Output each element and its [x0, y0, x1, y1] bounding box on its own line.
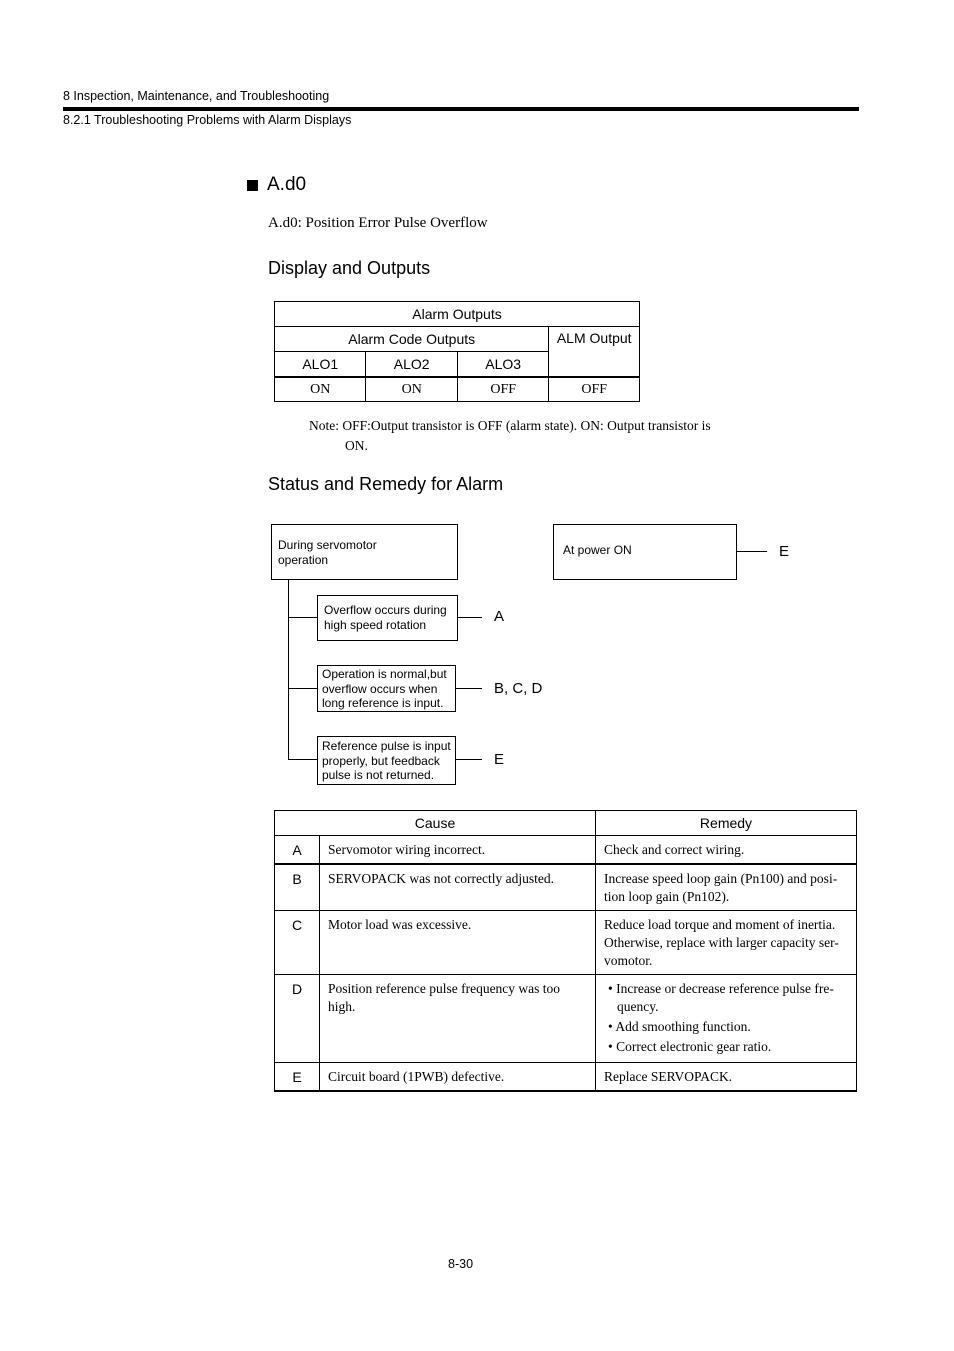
page-number: 8-30	[448, 1257, 474, 1271]
child-3-line-1: Reference pulse is input	[322, 739, 451, 753]
row-code: C	[275, 911, 320, 975]
branch-line	[288, 688, 317, 689]
section-description: A.d0: Position Error Pulse Overflow	[268, 215, 488, 231]
tree-trunk-line	[288, 580, 289, 760]
alo3-header: ALO3	[457, 352, 548, 378]
remedy-bullet-item: • Correct electronic gear ratio.	[608, 1039, 772, 1054]
chapter-header: 8 Inspection, Maintenance, and Troubleshooting	[63, 89, 330, 103]
row-remedy: Replace SERVOPACK.	[596, 1063, 857, 1092]
row-cause: Position reference pulse frequency was too high.	[320, 975, 596, 1063]
alo2-value: ON	[366, 377, 457, 402]
branch-line	[288, 759, 317, 760]
row-code: A	[275, 836, 320, 865]
connector-line	[456, 688, 482, 689]
child-1-line-2: high speed rotation	[324, 617, 427, 632]
root-box-line-2: operation	[278, 552, 329, 567]
label-power-on: E	[779, 543, 790, 560]
section-header: 8.2.1 Troubleshooting Problems with Alarm Displays	[63, 113, 352, 127]
label-child-1: A	[494, 608, 505, 625]
table-row	[275, 836, 857, 865]
row-remedy-list	[596, 975, 857, 1063]
alo1-value: ON	[275, 377, 366, 402]
label-child-2: B, C, D	[494, 680, 543, 697]
root-box-line-1: During servomotor	[278, 538, 377, 552]
root-box-power-on	[553, 524, 737, 580]
table-row	[275, 911, 857, 975]
alm-output-value: OFF	[549, 377, 640, 402]
row-cause: Circuit board (1PWB) defective.	[320, 1063, 596, 1092]
table-row	[275, 1063, 857, 1092]
row-cause: Servomotor wiring incorrect.	[320, 836, 596, 865]
row-remedy: Reduce load torque and moment of inertia. Otherwise, replace with larger capacity ser-vomotor.	[596, 911, 857, 975]
root-box-power-on-text: At power ON	[563, 543, 632, 557]
root-box-during-operation	[271, 524, 458, 580]
connector-line	[458, 617, 482, 618]
alarm-code-outputs-header: Alarm Code Outputs	[275, 327, 549, 352]
row-code: B	[275, 864, 320, 911]
alarm-outputs-table	[274, 301, 640, 402]
note-line-2: ON.	[345, 437, 368, 453]
row-code: D	[275, 975, 320, 1063]
row-remedy: Check and correct wiring.	[596, 836, 857, 865]
child-box-long-reference	[317, 665, 456, 712]
row-cause: SERVOPACK was not correctly adjusted.	[320, 864, 596, 911]
section-title: A.d0	[267, 174, 307, 195]
table-row	[275, 975, 857, 1063]
cause-remedy-table	[274, 810, 857, 1092]
remedy-bullet-item: • Increase or decrease reference pulse fre-quency.	[608, 981, 834, 1014]
alarm-outputs-title: Alarm Outputs	[275, 302, 640, 327]
child-1-line-1: Overflow occurs during	[324, 603, 447, 617]
note-line-1: Note: OFF:Output transistor is OFF (alarm state). ON: Output transistor is	[309, 418, 711, 433]
connector-line	[456, 759, 482, 760]
alo1-header: ALO1	[275, 352, 366, 378]
row-remedy: Increase speed loop gain (Pn100) and posi-tion loop gain (Pn102).	[596, 864, 857, 911]
branch-line	[288, 617, 317, 618]
display-outputs-heading: Display and Outputs	[268, 258, 431, 278]
connector-line	[737, 551, 767, 552]
label-child-3: E	[494, 751, 505, 768]
cause-header: Cause	[275, 811, 596, 836]
alo2-header: ALO2	[366, 352, 457, 378]
child-2-line-3: long reference is input.	[322, 696, 444, 710]
remedy-bullet-item: • Add smoothing function.	[608, 1019, 751, 1034]
square-bullet-icon	[247, 180, 258, 191]
child-2-line-1: Operation is normal,but	[322, 667, 447, 681]
child-3-line-3: pulse is not returned.	[322, 768, 435, 782]
child-2-line-2: overflow occurs when	[322, 681, 438, 696]
header-rule	[63, 107, 859, 111]
child-box-overflow-high-speed	[317, 595, 458, 641]
table-row	[275, 864, 857, 911]
alo3-value: OFF	[457, 377, 548, 402]
output-note	[309, 416, 749, 455]
alm-output-header: ALM Output	[549, 327, 640, 378]
row-cause: Motor load was excessive.	[320, 911, 596, 975]
remedy-header: Remedy	[596, 811, 857, 836]
status-remedy-heading: Status and Remedy for Alarm	[268, 474, 504, 494]
child-box-feedback-not-returned	[317, 736, 456, 785]
row-code: E	[275, 1063, 320, 1092]
child-3-line-2: properly, but feedback	[322, 753, 440, 768]
